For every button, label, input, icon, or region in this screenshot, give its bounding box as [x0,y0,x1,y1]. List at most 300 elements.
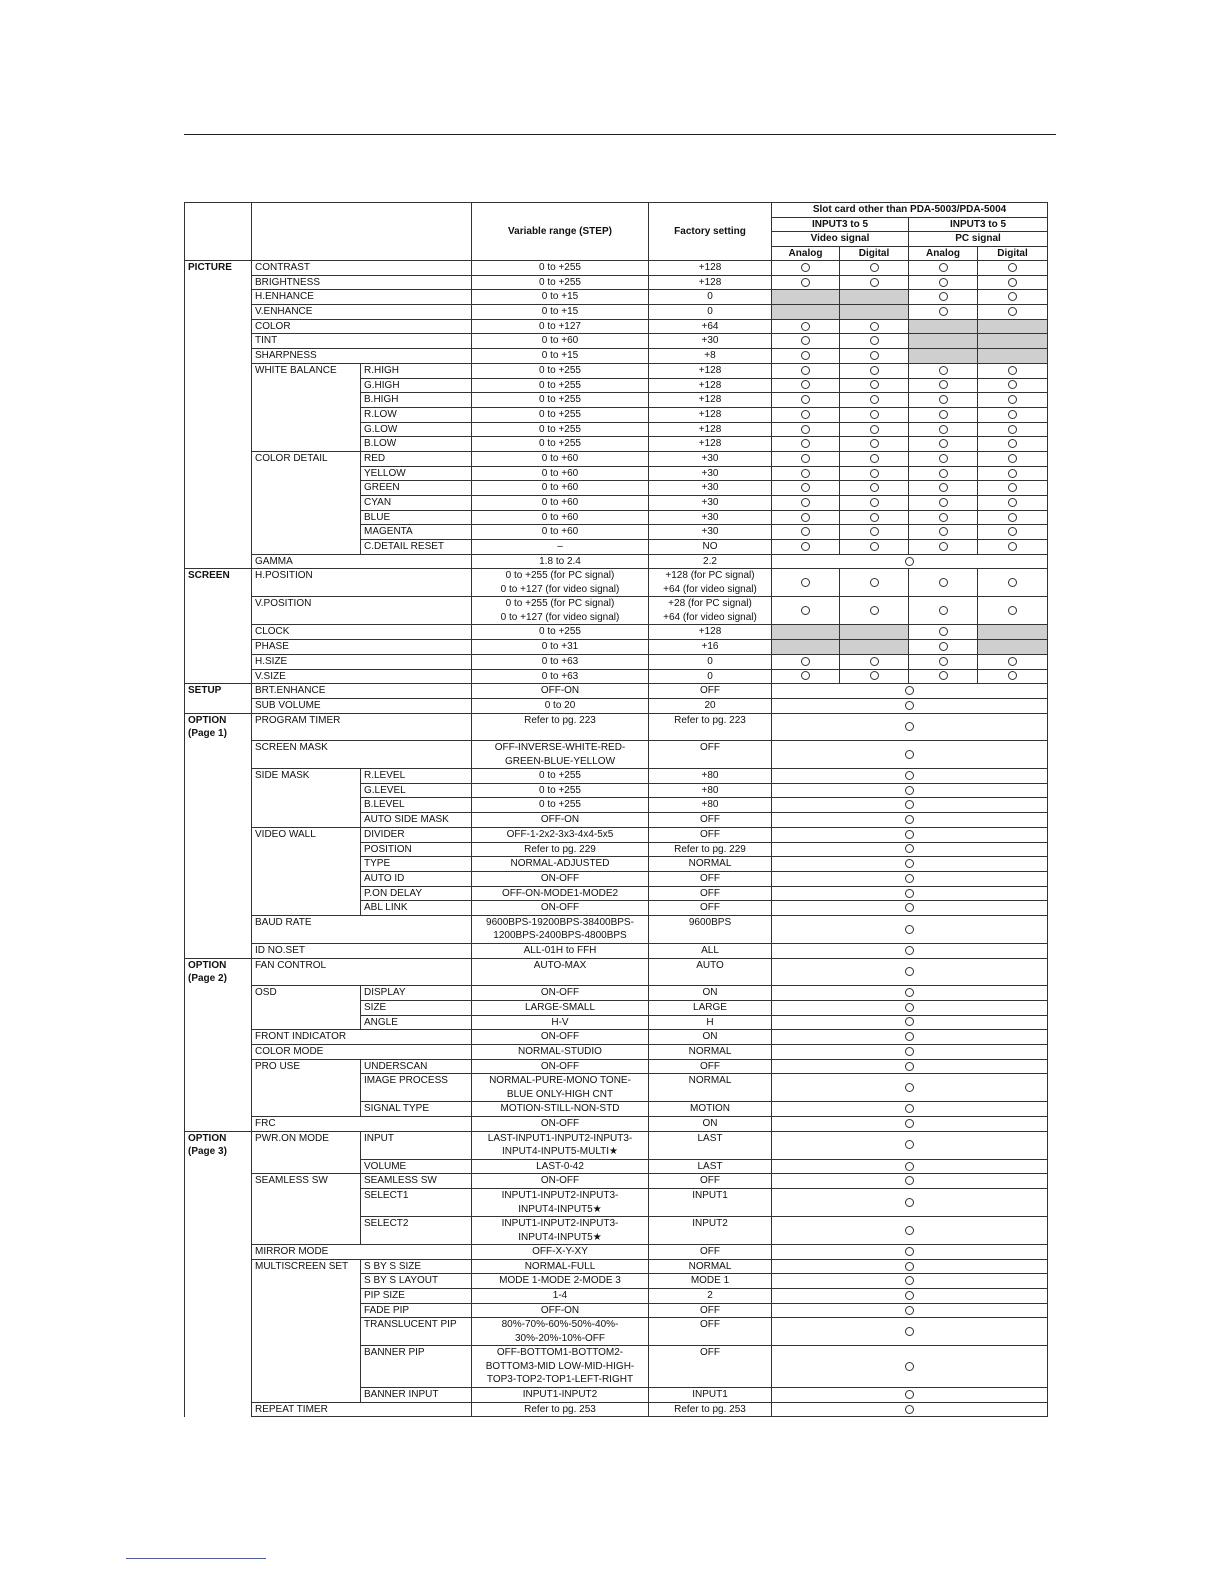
group-label [185,886,252,901]
supported-circle-icon [939,578,948,587]
settings-table [184,202,1048,1417]
supported-circle-icon [801,542,810,551]
supported-circle-icon [905,701,914,710]
supported-circle-icon [801,483,810,492]
supported-circle-icon [870,498,879,507]
item-label: V.ENHANCE [252,305,472,320]
supported-circle-icon [801,278,810,287]
subitem-label: MAGENTA [361,525,472,540]
group-label [185,1289,252,1304]
variable-range-cell: ON-OFF [472,1174,649,1189]
support-cell-all [772,813,1048,828]
factory-setting-cell: LAST [649,1131,772,1159]
supported-circle-icon [801,657,810,666]
support-analog-pc [909,640,978,655]
variable-range-cell: OFF-ON [472,813,649,828]
support-analog-video [772,305,840,320]
variable-range-cell: 0 to +255 [472,437,649,452]
subitem-label: SIGNAL TYPE [361,1102,472,1117]
factory-setting-cell: +16 [649,640,772,655]
variable-range-cell: 80%-70%-60%-50%-40%- 30%-20%-10%-OFF [472,1318,649,1346]
table-row [185,1174,1048,1189]
item-label [252,496,361,511]
table-body [185,261,1048,1417]
support-cell-all [772,1189,1048,1217]
variable-range-cell: NORMAL-ADJUSTED [472,857,649,872]
supported-circle-icon [905,889,914,898]
table-row [185,1289,1048,1304]
factory-setting-cell: NORMAL [649,857,772,872]
supported-circle-icon [801,513,810,522]
group-label: OPTION (Page 3) [185,1131,252,1159]
supported-circle-icon [870,542,879,551]
table-row [185,915,1048,943]
supported-circle-icon [801,454,810,463]
item-label [252,783,361,798]
item-label: REPEAT TIMER [252,1402,472,1417]
support-analog-pc [909,525,978,540]
support-digital-pc [978,261,1048,276]
variable-range-cell: H-V [472,1015,649,1030]
factory-setting-cell: OFF [649,741,772,769]
support-cell-all [772,1102,1048,1117]
supported-circle-icon [870,425,879,434]
supported-circle-icon [905,967,914,976]
support-analog-pc [909,393,978,408]
group-label [185,986,252,1001]
item-label: MIRROR MODE [252,1245,472,1260]
variable-range-cell: NORMAL-STUDIO [472,1044,649,1059]
group-label [185,1059,252,1074]
supported-circle-icon [905,1104,914,1113]
table-row [185,290,1048,305]
support-analog-pc [909,334,978,349]
header-digital-video: Digital [840,246,909,261]
supported-circle-icon [870,263,879,272]
group-label [185,915,252,943]
supported-circle-icon [939,380,948,389]
support-cell-all [772,1030,1048,1045]
variable-range-cell: 0 to 20 [472,698,649,713]
header-slot-card: Slot card other than PDA-5003/PDA-5004 [772,203,1048,218]
supported-circle-icon [801,527,810,536]
item-label: CLOCK [252,625,472,640]
supported-circle-icon [870,513,879,522]
factory-setting-cell: +128 [649,422,772,437]
variable-range-cell: LAST-INPUT1-INPUT2-INPUT3- INPUT4-INPUT5-MULTI★ [472,1131,649,1159]
support-analog-video [772,451,840,466]
variable-range-cell: 0 to +255 [472,798,649,813]
supported-circle-icon [801,322,810,331]
item-label: GAMMA [252,554,472,569]
group-label [185,319,252,334]
support-digital-video [840,481,909,496]
item-label: BRIGHTNESS [252,275,472,290]
supported-circle-icon [801,425,810,434]
supported-circle-icon [905,1083,914,1092]
table-row [185,451,1048,466]
group-label [185,407,252,422]
item-label: H.ENHANCE [252,290,472,305]
supported-circle-icon [1008,263,1017,272]
support-analog-pc [909,407,978,422]
support-analog-video [772,669,840,684]
subitem-label: TYPE [361,857,472,872]
supported-circle-icon [905,750,914,759]
subitem-label: FADE PIP [361,1303,472,1318]
item-label: PWR.ON MODE [252,1131,361,1159]
item-label: PHASE [252,640,472,655]
supported-circle-icon [1008,657,1017,666]
support-cell-all [772,684,1048,699]
support-analog-pc [909,510,978,525]
variable-range-cell: ALL-01H to FFH [472,943,649,958]
factory-setting-cell: OFF [649,1318,772,1346]
group-label [185,1303,252,1318]
factory-setting-cell: 0 [649,654,772,669]
subitem-label: IMAGE PROCESS [361,1074,472,1102]
item-label: V.POSITION [252,597,472,625]
support-digital-video [840,669,909,684]
variable-range-cell: ON-OFF [472,1030,649,1045]
support-digital-pc [978,378,1048,393]
supported-circle-icon [870,606,879,615]
supported-circle-icon [1008,425,1017,434]
support-digital-pc [978,481,1048,496]
variable-range-cell: OFF-1-2x2-3x3-4x4-5x5 [472,827,649,842]
table-row [185,1131,1048,1159]
support-digital-video [840,510,909,525]
table-row [185,1245,1048,1260]
support-cell-all [772,1245,1048,1260]
supported-circle-icon [1008,498,1017,507]
variable-range-cell: ON-OFF [472,901,649,916]
variable-range-cell: Refer to pg. 229 [472,842,649,857]
supported-circle-icon [1008,278,1017,287]
support-cell-all [772,915,1048,943]
support-analog-video [772,540,840,555]
support-digital-video [840,407,909,422]
item-label: FRONT INDICATOR [252,1030,472,1045]
supported-circle-icon [905,874,914,883]
group-label [185,813,252,828]
support-cell-all [772,857,1048,872]
support-analog-video [772,481,840,496]
group-label [185,827,252,842]
item-label [252,1102,361,1117]
variable-range-cell: 0 to +60 [472,466,649,481]
subitem-label: B.HIGH [361,393,472,408]
supported-circle-icon [905,1262,914,1271]
factory-setting-cell: 0 [649,669,772,684]
variable-range-cell: 0 to +255 [472,407,649,422]
support-cell-all [772,1274,1048,1289]
subitem-label: BANNER INPUT [361,1387,472,1402]
support-digital-pc [978,305,1048,320]
item-label: TINT [252,334,472,349]
table-row [185,1044,1048,1059]
supported-circle-icon [801,606,810,615]
header-analog-video: Analog [772,246,840,261]
variable-range-cell: ON-OFF [472,1059,649,1074]
header-digital-pc: Digital [978,246,1048,261]
supported-circle-icon [905,1247,914,1256]
supported-circle-icon [905,1017,914,1026]
item-label [252,813,361,828]
group-label [185,698,252,713]
table-row [185,1000,1048,1015]
group-label [185,857,252,872]
table-row [185,422,1048,437]
support-digital-video [840,319,909,334]
supported-circle-icon [905,771,914,780]
supported-circle-icon [939,657,948,666]
factory-setting-cell: +128 [649,625,772,640]
supported-circle-icon [801,671,810,680]
group-label [185,1217,252,1245]
variable-range-cell: 0 to +255 [472,422,649,437]
supported-circle-icon [905,1291,914,1300]
item-label: VIDEO WALL [252,827,361,842]
support-cell-all [772,958,1048,986]
supported-circle-icon [1008,366,1017,375]
group-label [185,275,252,290]
support-digital-video [840,640,909,655]
variable-range-cell: OFF-ON [472,684,649,699]
subitem-label: PIP SIZE [361,1289,472,1304]
factory-setting-cell: +30 [649,466,772,481]
factory-setting-cell: +128 [649,363,772,378]
factory-setting-cell: OFF [649,886,772,901]
group-label [185,1245,252,1260]
supported-circle-icon [1008,527,1017,536]
factory-setting-cell: MODE 1 [649,1274,772,1289]
variable-range-cell: OFF-X-Y-XY [472,1245,649,1260]
header-item [252,203,472,261]
subitem-label: VOLUME [361,1159,472,1174]
group-label: SETUP [185,684,252,699]
support-analog-pc [909,625,978,640]
factory-setting-cell: 2.2 [649,554,772,569]
group-label: SCREEN [185,569,252,597]
support-analog-video [772,290,840,305]
supported-circle-icon [939,498,948,507]
support-cell-all [772,1318,1048,1346]
item-label: MULTISCREEN SET [252,1259,361,1274]
support-digital-pc [978,451,1048,466]
item-label: COLOR DETAIL [252,451,361,466]
group-label [185,349,252,364]
factory-setting-cell: NORMAL [649,1044,772,1059]
table-header [185,203,1048,261]
supported-circle-icon [801,263,810,272]
table-row [185,857,1048,872]
group-label: PICTURE [185,261,252,276]
support-analog-pc [909,569,978,597]
support-analog-video [772,437,840,452]
factory-setting-cell: Refer to pg. 223 [649,713,772,741]
factory-setting-cell: 20 [649,698,772,713]
factory-setting-cell: MOTION [649,1102,772,1117]
group-label [185,669,252,684]
support-analog-pc [909,496,978,511]
support-analog-video [772,640,840,655]
supported-circle-icon [1008,307,1017,316]
subitem-label: BLUE [361,510,472,525]
supported-circle-icon [870,469,879,478]
top-rule [184,134,1056,135]
item-label [252,525,361,540]
table-row [185,334,1048,349]
item-label [252,422,361,437]
factory-setting-cell: OFF [649,1059,772,1074]
support-cell-all [772,1259,1048,1274]
support-digital-video [840,525,909,540]
table-row [185,886,1048,901]
table-row [185,986,1048,1001]
supported-circle-icon [905,1306,914,1315]
support-digital-pc [978,466,1048,481]
item-label: SUB VOLUME [252,698,472,713]
subitem-label: RED [361,451,472,466]
supported-circle-icon [1008,578,1017,587]
table-row [185,510,1048,525]
item-label: CONTRAST [252,261,472,276]
item-label [252,481,361,496]
item-label [252,1217,361,1245]
support-analog-pc [909,349,978,364]
factory-setting-cell: OFF [649,871,772,886]
group-label: OPTION (Page 1) [185,713,252,741]
group-label [185,1000,252,1015]
supported-circle-icon [905,1176,914,1185]
supported-circle-icon [905,830,914,839]
support-digital-video [840,334,909,349]
support-analog-pc [909,540,978,555]
group-label [185,437,252,452]
header-analog-pc: Analog [909,246,978,261]
item-label: ID NO.SET [252,943,472,958]
supported-circle-icon [905,1003,914,1012]
subitem-label: B.LOW [361,437,472,452]
group-label [185,654,252,669]
group-label [185,540,252,555]
table-row [185,640,1048,655]
subitem-label: DIVIDER [361,827,472,842]
variable-range-cell: 0 to +60 [472,525,649,540]
factory-setting-cell: OFF [649,901,772,916]
supported-circle-icon [905,1390,914,1399]
support-cell-all [772,1044,1048,1059]
supported-circle-icon [939,439,948,448]
table-row [185,798,1048,813]
group-label [185,334,252,349]
table-row [185,1402,1048,1417]
support-analog-video [772,261,840,276]
factory-setting-cell: +128 [649,261,772,276]
factory-setting-cell: +128 [649,393,772,408]
group-label [185,1159,252,1174]
variable-range-cell: MOTION-STILL-NON-STD [472,1102,649,1117]
item-label: V.SIZE [252,669,472,684]
table-row [185,1059,1048,1074]
variable-range-cell: 0 to +255 [472,625,649,640]
support-analog-pc [909,437,978,452]
subitem-label: DISPLAY [361,986,472,1001]
group-label [185,901,252,916]
factory-setting-cell: OFF [649,1245,772,1260]
supported-circle-icon [1008,513,1017,522]
variable-range-cell: NORMAL-FULL [472,1259,649,1274]
support-cell-all [772,1131,1048,1159]
support-cell-all [772,886,1048,901]
item-label [252,510,361,525]
factory-setting-cell: INPUT1 [649,1387,772,1402]
support-digital-pc [978,597,1048,625]
variable-range-cell: ON-OFF [472,986,649,1001]
item-label: SIDE MASK [252,769,361,784]
factory-setting-cell: +128 [649,437,772,452]
factory-setting-cell: LARGE [649,1000,772,1015]
header-variable-range: Variable range (STEP) [472,203,649,261]
support-digital-pc [978,669,1048,684]
factory-setting-cell: +30 [649,525,772,540]
bottom-link-line [126,1558,266,1559]
supported-circle-icon [939,469,948,478]
supported-circle-icon [905,722,914,731]
item-label: FAN CONTROL [252,958,472,986]
support-cell-all [772,1000,1048,1015]
support-digital-pc [978,393,1048,408]
support-analog-video [772,625,840,640]
table-row [185,1159,1048,1174]
factory-setting-cell: OFF [649,813,772,828]
group-label [185,554,252,569]
support-digital-video [840,437,909,452]
table-row [185,525,1048,540]
variable-range-cell: Refer to pg. 253 [472,1402,649,1417]
group-label [185,481,252,496]
support-analog-video [772,654,840,669]
supported-circle-icon [905,557,914,566]
variable-range-cell: 0 to +31 [472,640,649,655]
table-row [185,842,1048,857]
support-cell-all [772,1074,1048,1102]
support-cell-all [772,1217,1048,1245]
support-digital-video [840,422,909,437]
support-digital-pc [978,625,1048,640]
support-digital-pc [978,510,1048,525]
group-label [185,842,252,857]
item-label [252,901,361,916]
group-label [185,305,252,320]
support-digital-video [840,305,909,320]
support-digital-pc [978,496,1048,511]
item-label [252,857,361,872]
table-row [185,1074,1048,1102]
supported-circle-icon [801,469,810,478]
variable-range-cell: OFF-ON-MODE1-MODE2 [472,886,649,901]
subitem-label: TRANSLUCENT PIP [361,1318,472,1346]
subitem-label: B.LEVEL [361,798,472,813]
supported-circle-icon [801,366,810,375]
support-cell-all [772,1402,1048,1417]
support-cell-all [772,1116,1048,1131]
group-label [185,422,252,437]
support-analog-video [772,510,840,525]
group-label [185,451,252,466]
group-label [185,1346,252,1388]
